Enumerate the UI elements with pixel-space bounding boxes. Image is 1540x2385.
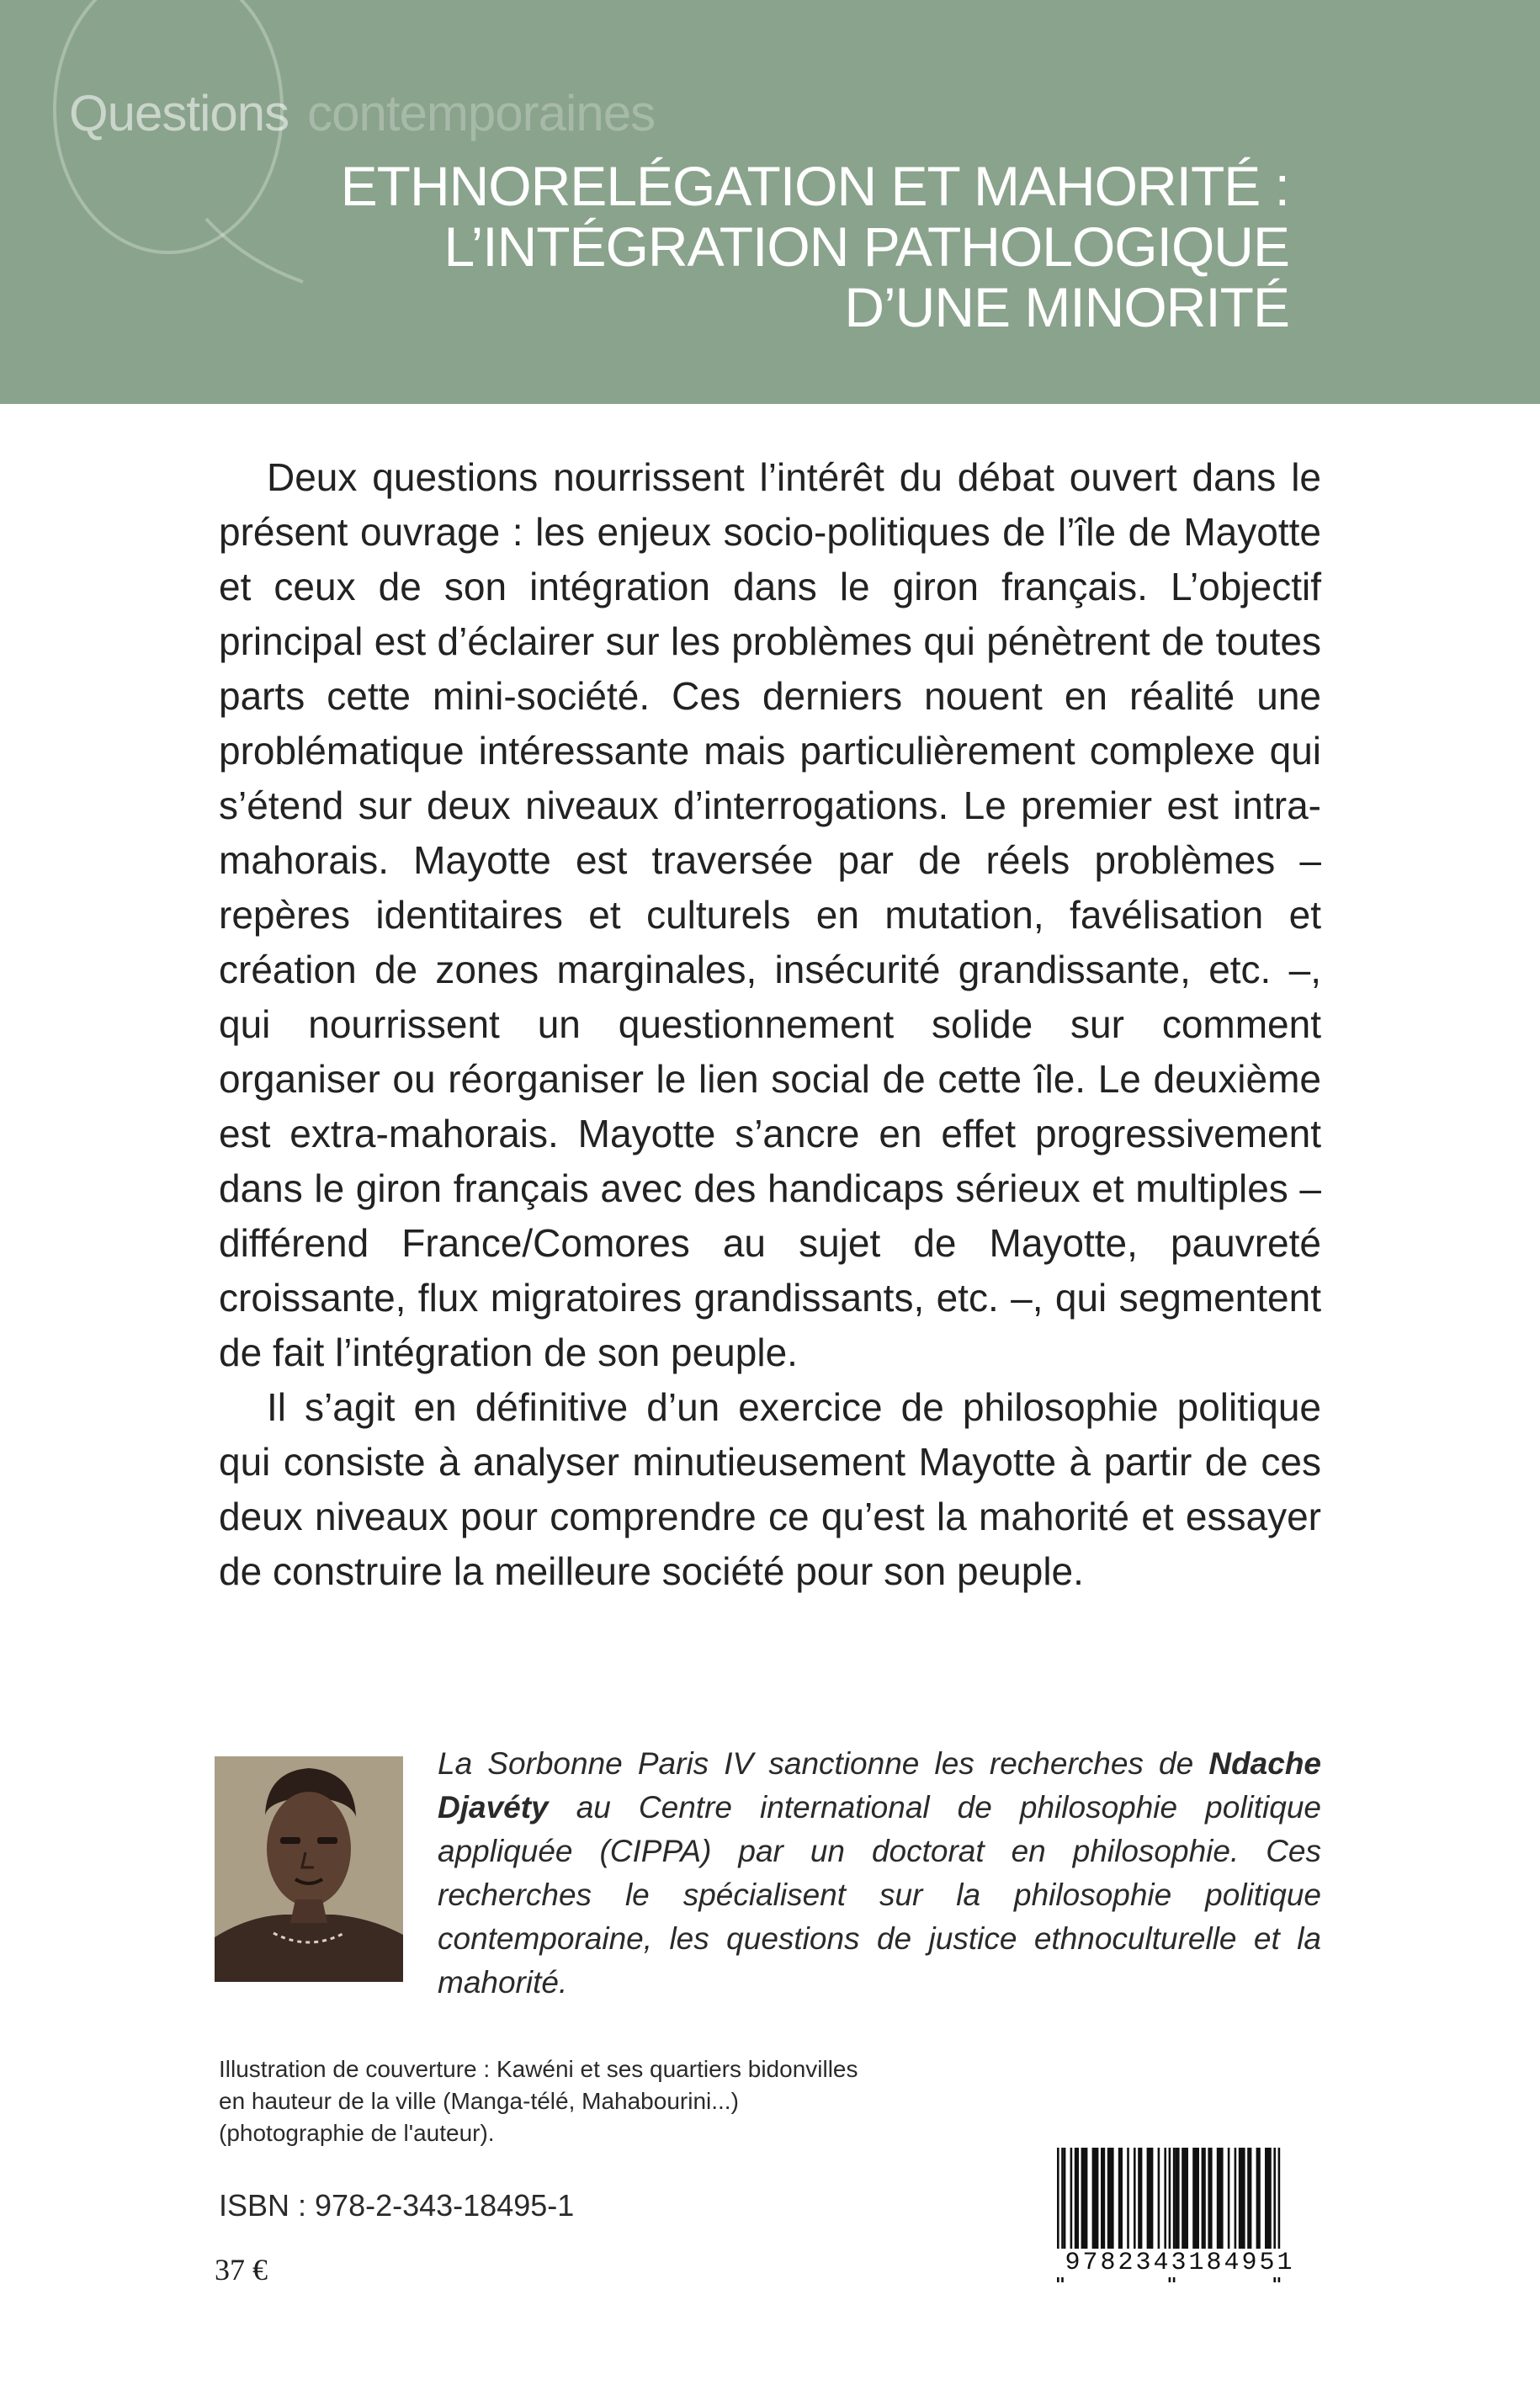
blurb-paragraph-1: Deux questions nourrissent l’intérêt du débat ouvert dans le présent ouvrage : les enjeux socio-politiques de l’île de Mayotte et ceux de son intégration dans le giron français. L’objectif principal est d’éclairer sur les problèmes qui pénètrent de toutes parts cette mini-société. Ces derniers nouent en réalité une problématique intéressante mais particulièrement complexe qui s’étend sur deux niveaux d’interrogations. Le premier est intra-mahorais. Mayotte est traversée par de réels problèmes – repères identitaires et culturels en mutation, favélisation et création de zones marginales, insécurité grandissante, etc. –, qui nourrissent un questionnement solide sur comment organiser ou réorganiser le lien social de cette île. Le deuxième est extra-mahorais. Mayotte s’ancre en effet progressivement dans le giron français avec des handicaps sérieux et multiples – différend France/Comores au sujet de Mayotte, pauvreté croissante, flux migratoires grandissants, etc. –, qui segmentent de fait l’intégration de son peuple. [219, 455, 1321, 1374]
book-title-line-1: ETHNORELÉGATION ET MAHORITÉ : [340, 155, 1289, 217]
author-bio [438, 1742, 1321, 2005]
barcode-bar [1107, 2148, 1114, 2249]
barcode-bar [1202, 2148, 1206, 2249]
barcode-bar [1118, 2148, 1123, 2249]
barcode-bar [1235, 2148, 1237, 2249]
barcode-bar [1164, 2148, 1166, 2249]
barcode-bar [1075, 2148, 1079, 2249]
book-title [341, 156, 1289, 337]
author-name: Ndache Djavéty [438, 1746, 1321, 1825]
barcode-bar [1247, 2148, 1251, 2249]
blurb-paragraph-2: Il s’agit en définitive d’un exercice de philosophie politique qui consiste à analyser minutieusement Mayotte à partir de ces deux niveaux pour comprendre ce qu’est la mahorité et essayer de construire la meilleure société pour son peuple. [219, 1385, 1321, 1593]
barcode-bar [1228, 2148, 1230, 2249]
barcode-bar [1182, 2148, 1188, 2249]
author-photo [215, 1756, 403, 1982]
illustration-credit-line-3: (photographie de l'auteur). [219, 2120, 495, 2146]
isbn: ISBN : 978-2-343-18495-1 [219, 2188, 575, 2223]
price: 37 € [215, 2253, 268, 2287]
barcode-bar [1070, 2148, 1073, 2249]
barcode-digits: 9782343184951 [1037, 2249, 1323, 2277]
series-name [69, 84, 655, 142]
cover-header-band [0, 0, 1540, 404]
barcode-bar [1101, 2148, 1105, 2249]
illustration-credit-line-1: Illustration de couverture : Kawéni et ses quartiers bidonvilles [219, 2056, 858, 2082]
barcode-bar [1256, 2148, 1261, 2249]
barcode-bar [1158, 2148, 1160, 2249]
back-cover-blurb [219, 450, 1321, 1599]
book-title-line-2: L’INTÉGRATION PATHOLOGIQUE [443, 215, 1289, 278]
series-word-questions: Questions [69, 85, 289, 141]
author-bio-rest: au Centre international de philosophie politique appliquée (CIPPA) par un doctorat en philosophie. Ces recherches le spécialisent sur la philosophie politique contemporaine, les questions de justice ethnoculturelle et la mahorité. [438, 1790, 1321, 2000]
author-bio-intro: La Sorbonne Paris IV sanctionne les recherches de [438, 1746, 1209, 1781]
barcode-bar [1147, 2148, 1154, 2249]
barcode-bar [1134, 2148, 1136, 2249]
barcode-bar [1138, 2148, 1142, 2249]
book-title-line-3: D’UNE MINORITÉ [844, 276, 1289, 338]
illustration-credit-line-2: en hauteur de la ville (Manga-télé, Mahabourini...) [219, 2088, 739, 2114]
cover-illustration-credit [219, 2053, 1043, 2149]
barcode-bar [1265, 2148, 1272, 2249]
barcode-bar [1175, 2148, 1179, 2249]
barcode-bar [1192, 2148, 1199, 2249]
barcode-bar [1208, 2148, 1212, 2249]
barcode-bar [1127, 2148, 1129, 2249]
barcode-bar [1092, 2148, 1099, 2249]
barcode-bar [1239, 2148, 1245, 2249]
barcode-bar [1081, 2148, 1088, 2249]
barcode-bar [1217, 2148, 1224, 2249]
series-word-contemporaines: contemporaines [307, 85, 656, 141]
q-letter-watermark [25, 0, 311, 303]
barcode-bar [1064, 2148, 1066, 2249]
